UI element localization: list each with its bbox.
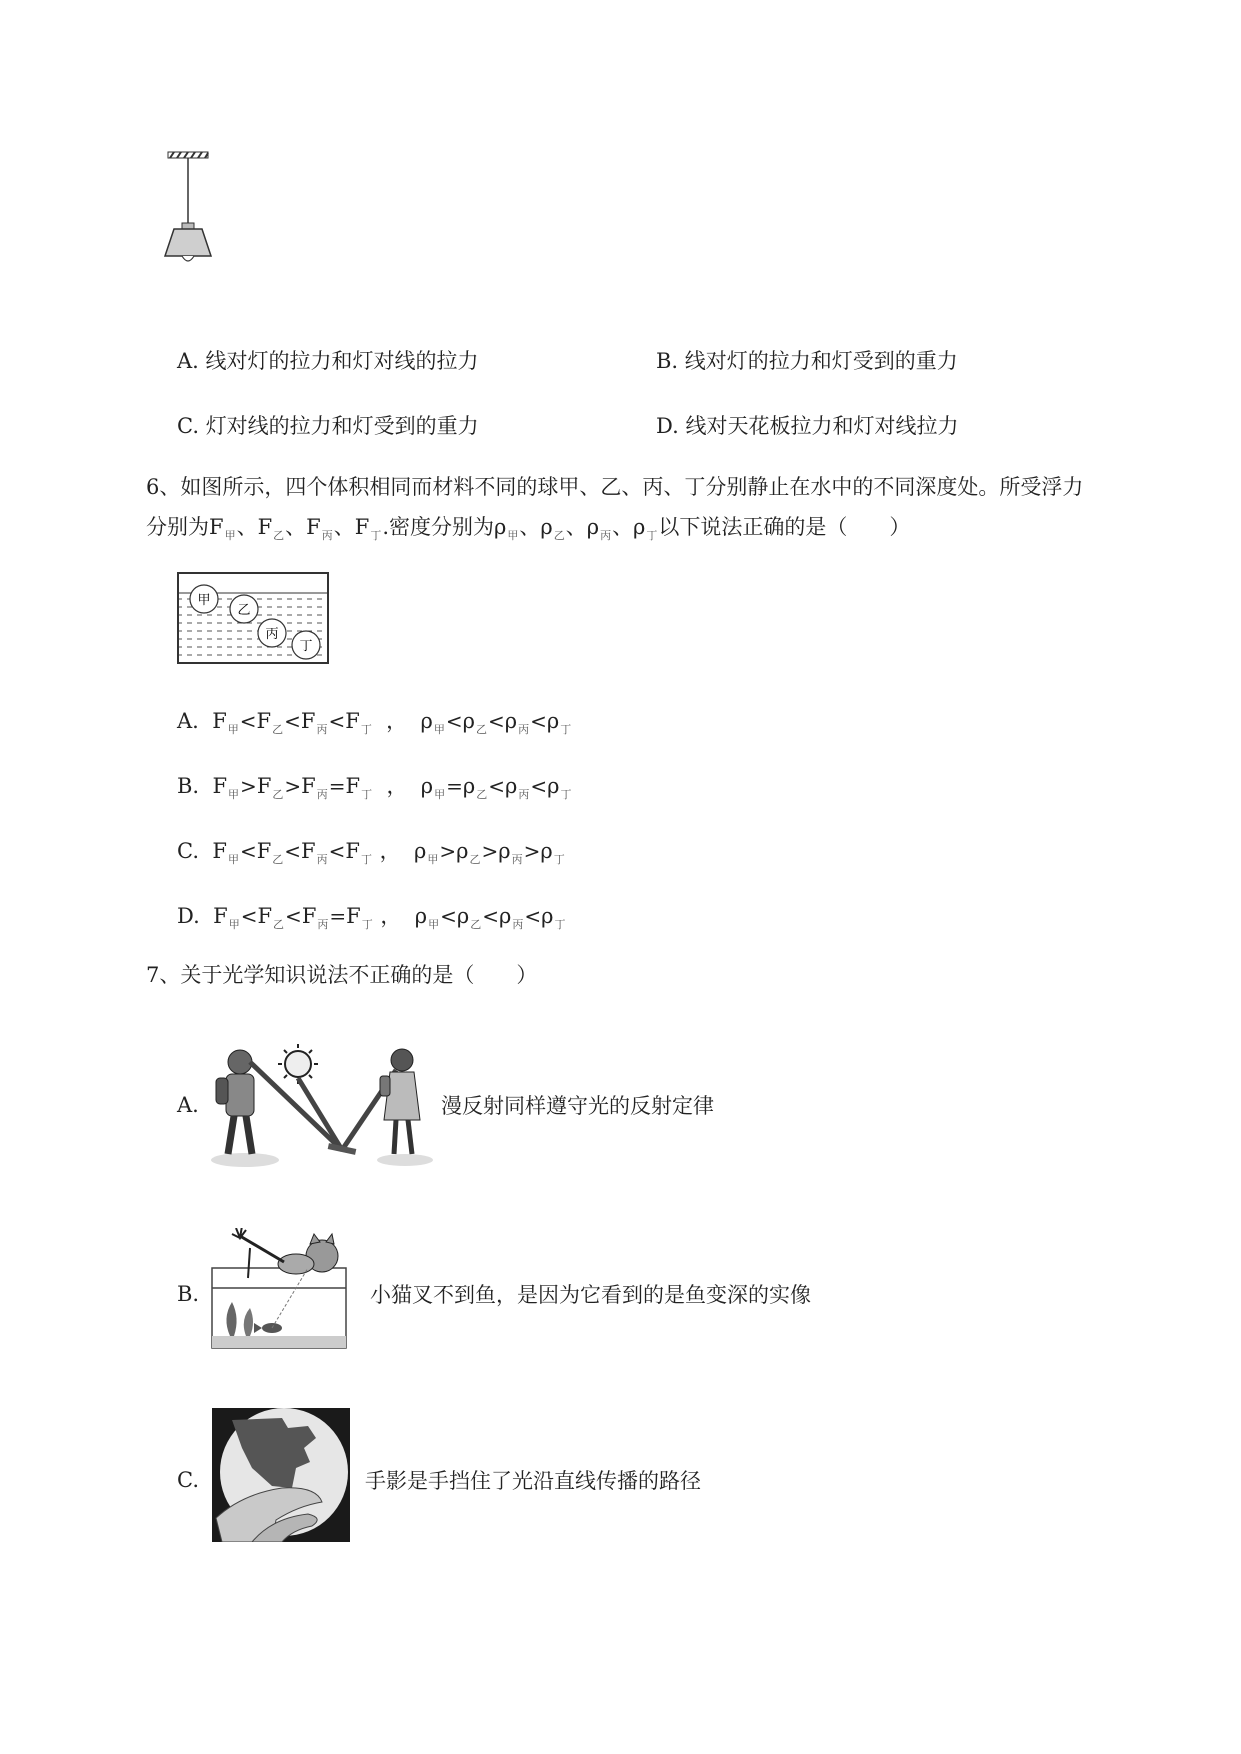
q5-option-b: B. 线对灯的拉力和灯受到的重力: [656, 349, 958, 373]
q6-option-b: B. $F_甲>F_乙>F_丙=F_丁$ ， $\rho_甲=\rho_乙<\rho_丙<\rho_丁$: [177, 774, 572, 801]
q7-option-c-letter: C.: [177, 1468, 199, 1492]
ball-label-bing: 丙: [265, 627, 279, 642]
water-balls-figure: [176, 571, 332, 667]
q7-option-a-letter: A.: [177, 1093, 199, 1117]
q7-option-c-text: 手影是手挡住了光沿直线传播的路径: [365, 1469, 701, 1493]
q6-stem-line1: 6、如图所示，四个体积相同而材料不同的球甲、乙、丙、丁分别静止在水中的不同深度处。所受浮力: [146, 475, 1084, 499]
q5-option-c: C. 灯对线的拉力和灯受到的重力: [177, 414, 479, 438]
hand-shadow-illustration: [212, 1408, 350, 1542]
q7-stem: 7、关于光学知识说法不正确的是（ ）: [146, 963, 538, 987]
q6-option-a: A. $F_甲<F_乙<F_丙<F_丁$ ， $\rho_甲<\rho_乙<\rho_丙<\rho_丁$: [177, 709, 572, 736]
q7-option-b-text: 小猫叉不到鱼，是因为它看到的是鱼变深的实像: [370, 1283, 811, 1307]
q6-stem-line2: 分别为$F_甲$、$F_乙$、$F_丙$、$F_丁$.密度分别为$\rho_甲$、$\rho_乙$、$\rho_丙$、$\rho_丁$以下说法正确的是（ ）: [146, 515, 911, 542]
ball-label-ding: 丁: [299, 639, 313, 654]
q7-option-b-letter: B.: [177, 1282, 200, 1306]
ball-label-jia: 甲: [197, 593, 211, 608]
q6-option-d: D. $F_甲<F_乙<F_丙=F_丁$ ， $\rho_甲<\rho_乙<\rho_丙<\rho_丁$: [177, 904, 566, 931]
ball-label-yi: 乙: [237, 603, 251, 618]
hanging-lamp-figure: [160, 148, 230, 268]
cat-fishing-illustration: [210, 1228, 350, 1350]
q5-option-d: D. 线对天花板拉力和灯对线拉力: [656, 414, 959, 438]
q7-option-a-text: 漫反射同样遵守光的反射定律: [441, 1094, 714, 1118]
q6-option-c: C. $F_甲<F_乙<F_丙<F_丁$ ， $\rho_甲>\rho_乙>\rho_丙>\rho_丁$: [177, 839, 565, 866]
q5-option-a: A. 线对灯的拉力和灯对线的拉力: [177, 349, 479, 373]
diffuse-reflection-illustration: [210, 1040, 440, 1170]
